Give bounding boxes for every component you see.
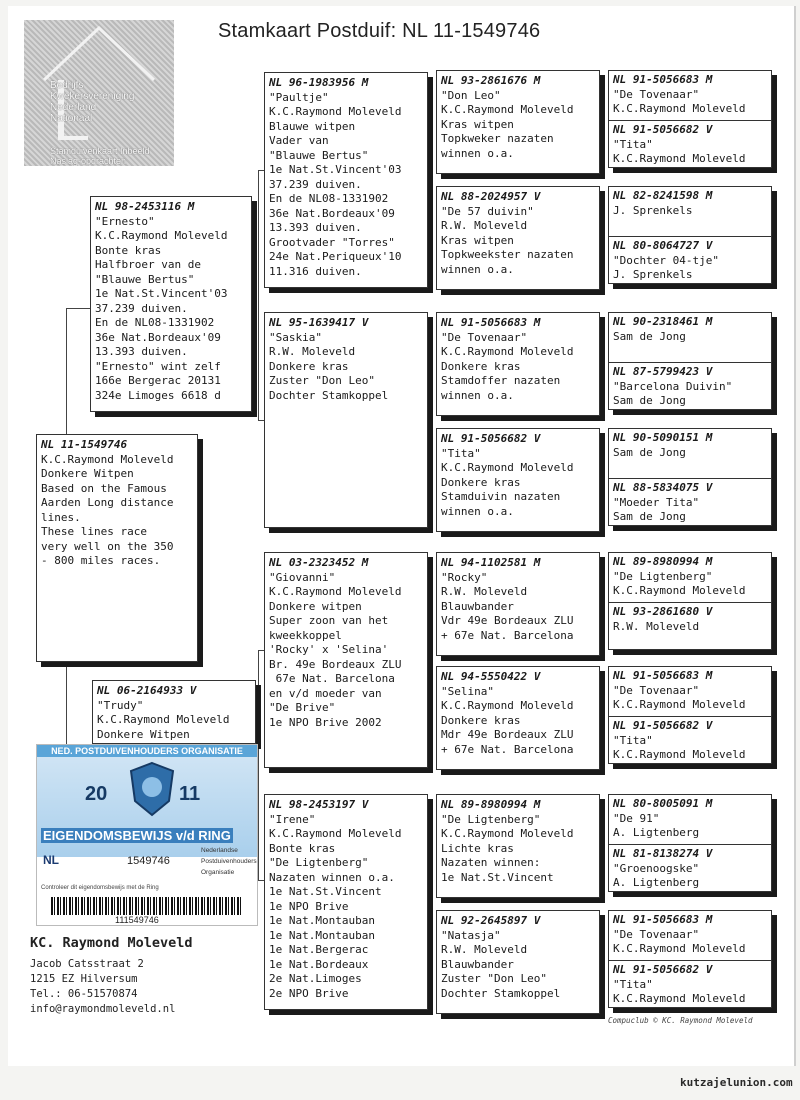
pedigree-line: "Groenoogske" [613,861,700,875]
pedigree-line: "Blauwe Bertus" [269,148,369,162]
sticker-org: NED. POSTDUIVENHOUDERS ORGANISATIE [37,745,257,757]
dam-entry [609,236,771,284]
pedigree-line: Kras witpen [441,117,514,131]
pedigree-line: "Selina" [441,684,494,698]
pedigree-line: "Ernesto" wint zelf [95,359,221,373]
pedigree-line: 36e Nat.Bordeaux'09 [269,206,395,220]
sticker-country: NL [43,853,59,867]
ring-number: NL 88-2024957 V [441,190,541,203]
pedigree-line: Br. 49e Bordeaux ZLU [269,657,402,671]
pedigree-line: Donkere Witpen [41,467,134,480]
pedigree-line: Stamdoffer nazaten [441,374,561,387]
page-title: Stamkaart Postduif: NL 11-1549746 [218,20,541,42]
sire-entry [609,429,771,478]
pedigree-line: R.W. Moleveld [441,219,528,232]
sticker-year-right: 11 [179,783,201,805]
ggp-card[interactable] [436,552,600,656]
pedigree-line: Vader van [269,134,329,147]
pedigree-line: Dochter Stamkoppel [441,986,561,1000]
watermark: kutzajelunion.com [680,1076,793,1089]
dam-entry [609,960,771,1008]
pedigree-line: "De Brive" [269,701,336,714]
pedigree-line: 1e Nat.Bergerac [269,943,369,956]
pedigree-line: "Dochter 04-tje" [613,253,719,267]
logo-subtext: Stamduivenkaart Inbeeld Naslag-opdrachten [50,146,150,166]
pedigree-line: 1e Nat.Bordeaux [269,957,369,971]
pedigree-line: A. Ligtenberg [613,876,700,889]
connector-line [258,170,259,420]
pedigree-line: "Giovanni" [269,570,336,584]
pedigree-line: winnen o.a. [441,146,514,160]
pedigree-line: K.C.Raymond Moleveld [269,585,402,598]
sticker-control-text: Controleer dit eigendomsbewijs met de Ring [41,885,159,891]
pedigree-line: 1e NPO Brive [269,899,349,913]
pedigree-line: Blauwbander [441,957,514,971]
pedigree-line: R.W. Moleveld [613,619,700,633]
gggp-pair-card[interactable] [608,70,772,168]
pedigree-line: Nazaten winnen o.a. [269,870,395,884]
grandsire-maternal-card[interactable] [264,552,428,768]
pedigree-line: "Ernesto" [95,214,155,228]
connector-line [604,590,605,630]
pedigree-line: 2e Nat.Limoges [269,972,362,985]
phone-line: Tel.: 06-51570874 [30,988,138,1000]
pedigree-line: Donkere witpen [269,599,362,613]
mother-card[interactable] [92,680,256,744]
pedigree-line: kweekkoppel [269,628,342,642]
owner-name: KC. Raymond Moleveld [30,935,193,951]
ring-number: NL 89-8980994 M [441,798,541,811]
gggp-pair-card[interactable] [608,910,772,1008]
pedigree-line: K.C.Raymond Moleveld [613,584,746,597]
contact-block [30,936,193,1017]
pedigree-line: 1e Nat.St.Vincent'03 [95,287,228,300]
gggp-pair-card[interactable] [608,186,772,284]
pedigree-line: K.C.Raymond Moleveld [441,827,574,840]
dam-entry [609,478,771,526]
father-card[interactable] [90,196,252,412]
connector-line [604,346,605,386]
lion-emblem-icon [127,761,177,817]
pedigree-line: "Don Leo" [441,88,501,102]
address-line: Jacob Catsstraat 2 [30,958,144,970]
pedigree-line: "Tita" [613,137,653,151]
gggp-pair-card[interactable] [608,312,772,410]
pedigree-line: 'Rocky' x 'Selina' [269,643,389,656]
connector-line [604,110,605,150]
sire-entry [609,187,771,236]
pedigree-line: Donkere kras [441,359,521,373]
pedigree-line: K.C.Raymond Moleveld [441,699,574,712]
pedigree-line: 1e Nat.St.Vincent'03 [269,163,402,176]
pedigree-line: En de NL08-1331902 [95,316,215,329]
ggp-card[interactable] [436,70,600,174]
pedigree-line: K.C.Raymond Moleveld [613,698,746,711]
pedigree-line: "De Ligtenberg" [441,812,541,826]
pedigree-line: R.W. Moleveld [269,345,356,358]
ring-number: NL 94-1102581 M [441,556,541,569]
pedigree-line: "Trudy" [97,698,144,712]
sire-entry [609,313,771,362]
logo-text: Bedrijfs Kwekersvereniging Nederland Nationaal [50,80,135,124]
pedigree-line: 24e Nat.Periqueux'10 [269,250,402,263]
pedigree-line: Sam de Jong [613,445,686,459]
ring-number: NL 88-5834075 V [613,481,713,494]
ggp-card[interactable] [436,428,600,532]
sticker-ring-number: 1549746 [127,855,170,867]
ring-number: NL 89-8980994 M [613,555,713,568]
pedigree-line: winnen o.a. [441,388,514,402]
pedigree-line: Nazaten winnen: [441,856,541,869]
pedigree-line: K.C.Raymond Moleveld [613,942,746,955]
gggp-pair-card[interactable] [608,428,772,526]
pedigree-line: lines. [41,510,81,524]
sire-entry [609,71,771,120]
pedigree-line: Zuster "Don Leo" [269,374,375,387]
ggp-card[interactable] [436,794,600,898]
pedigree-line: "Natasja" [441,928,501,942]
pedigree-line: Based on the Famous [41,481,167,495]
pedigree-line: en v/d moeder van [269,686,382,700]
dam-entry [609,716,771,764]
connector-line [604,942,605,982]
pedigree-line: Vdr 49e Bordeaux ZLU [441,614,574,627]
gggp-pair-card[interactable] [608,794,772,892]
subject-card[interactable] [36,434,198,662]
pedigree-line: En de NL08-1331902 [269,192,389,205]
pedigree-line: 1e Nat.Montauban [269,914,375,927]
ring-number: NL 92-2645897 V [441,914,541,927]
pedigree-line: "Rocky" [441,570,488,584]
barcode-number: 111549746 [115,915,159,925]
pedigree-line: 2e NPO Brive [269,986,349,1000]
ring-number: NL 95-1639417 V [269,316,369,329]
connector-line [604,826,605,866]
pedigree-line: K.C.Raymond Moleveld [95,229,228,242]
email-link[interactable]: info@raymondmoleveld.nl [30,1003,176,1015]
barcode [51,897,241,915]
pedigree-line: K.C.Raymond Moleveld [441,103,574,116]
pedigree-line: "De Tovenaar" [613,683,700,697]
pedigree-line: "Blauwe Bertus" [95,272,195,286]
pedigree-line: "Saskia" [269,330,322,344]
pedigree-line: Bonte kras [95,243,162,257]
sire-entry [609,911,771,960]
pedigree-line: K.C.Raymond Moleveld [613,748,746,761]
pedigree-line: R.W. Moleveld [441,943,528,956]
pedigree-line: Donkere kras [269,359,349,373]
ring-number: NL 91-5056682 V [613,963,713,976]
ring-number: NL 91-5056683 M [613,669,713,682]
pedigree-line: 1e NPO Brive 2002 [269,715,382,729]
pedigree-line: "De Tovenaar" [441,330,528,344]
ring-number: NL 98-2453197 V [269,798,369,811]
pedigree-line: - 800 miles races. [41,554,161,567]
pedigree-line: Topkweker nazaten [441,132,554,145]
connector-line [432,350,433,472]
pedigree-line: + 67e Nat. Barcelona [441,742,574,756]
pedigree-line: 1e Nat.St.Vincent [441,870,554,884]
pedigree-line: 166e Bergerac 20131 [95,374,221,387]
ring-number: NL 11-1549746 [41,438,128,451]
pedigree-line: Donkere kras [441,475,521,489]
pedigree-line: Bonte kras [269,841,336,855]
pedigree-line: Kras witpen [441,233,514,247]
pedigree-line: 36e Nat.Bordeaux'09 [95,330,221,344]
pedigree-line: K.C.Raymond Moleveld [441,345,574,358]
pedigree-line: Aarden Long distance [41,496,174,509]
pedigree-line: "Barcelona Duivin" [613,379,733,393]
granddam-paternal-card[interactable] [264,312,428,528]
pedigree-line: K.C.Raymond Moleveld [441,461,574,474]
connector-line [432,598,433,712]
connector-line [258,650,259,880]
ring-number: NL 91-5056683 M [441,316,541,329]
ring-number: NL 03-2323452 M [269,556,369,569]
pedigree-line: K.C.Raymond Moleveld [41,452,174,466]
pedigree-line: 37.239 duiven. [269,177,362,191]
pedigree-line: These lines race [41,525,147,538]
grandsire-paternal-card[interactable] [264,72,428,288]
sticker-title: EIGENDOMSBEWIJS v/d RING [43,828,231,843]
ggp-card[interactable] [436,666,600,770]
sire-entry [609,553,771,602]
ring-number: NL 90-2318461 M [613,315,713,328]
gggp-pair-card[interactable] [608,666,772,764]
pedigree-line: Sam de Jong [613,329,686,343]
ownership-sticker [36,744,258,926]
club-logo [24,20,174,166]
ring-number: NL 81-8138274 V [613,847,713,860]
ggp-card[interactable] [436,186,600,290]
pedigree-line: "De Ligtenberg" [613,569,713,583]
connector-line [432,836,433,954]
connector-line [604,460,605,500]
pedigree-line: Lichte kras [441,841,514,855]
sticker-year-left: 20 [85,783,108,805]
sire-entry [609,667,771,716]
ring-number: NL 91-5056683 M [613,913,713,926]
sire-entry [609,795,771,844]
pedigree-line: K.C.Raymond Moleveld [613,102,746,115]
pedigree-line: 11.316 duiven. [269,264,362,278]
ring-number: NL 82-8241598 M [613,189,713,202]
pedigree-line: very well on the 350 [41,539,174,553]
sticker-legend: Nederlandse Postduivenhouders Organisatie [201,847,257,876]
ring-number: NL 93-2861680 V [613,605,713,618]
pedigree-line: 37.239 duiven. [95,301,188,315]
pedigree-line: "Irene" [269,812,316,826]
ring-number: NL 93-2861676 M [441,74,541,87]
gggp-pair-card[interactable] [608,552,772,650]
connector-line [604,708,605,748]
pedigree-line: J. Sprenkels [613,203,693,217]
pedigree-line: Blauwbander [441,599,514,613]
pedigree-line: "Paultje" [269,90,329,104]
ring-number: NL 96-1983956 M [269,76,369,89]
pedigree-line: "De Tovenaar" [613,87,700,101]
ring-number: NL 06-2164933 V [97,684,197,697]
pedigree-line: Donkere kras [441,713,521,727]
pedigree-line: "De Tovenaar" [613,927,700,941]
pedigree-line: 1e Nat.St.Vincent [269,885,382,898]
pedigree-line: "Tita" [441,446,481,460]
pedigree-line: Blauwe witpen [269,119,356,133]
ring-number: NL 98-2453116 M [95,200,195,213]
pedigree-line: "De 91" [613,811,660,825]
pedigree-line: Grootvader "Torres" [269,235,395,249]
pedigree-line: Super zoon van het [269,614,389,627]
ring-number: NL 94-5550422 V [441,670,541,683]
pedigree-line: Sam de Jong [613,394,686,407]
connector-line [66,308,67,436]
pedigree-line: Mdr 49e Bordeaux ZLU [441,728,574,741]
ring-number: NL 91-5056682 V [613,719,713,732]
pedigree-line: Donkere Witpen [97,727,190,741]
dam-entry [609,844,771,892]
pedigree-line: 13.393 duiven. [95,345,188,358]
ring-number: NL 80-8064727 V [613,239,713,252]
pedigree-line: K.C.Raymond Moleveld [97,713,230,726]
pedigree-line: winnen o.a. [441,504,514,518]
connector-line [604,226,605,266]
dam-entry [609,120,771,168]
ring-number: NL 91-5056683 M [613,73,713,86]
copyright-footer: Compuclub © KC. Raymond Moleveld [608,1016,753,1025]
pedigree-line: Topkweekster nazaten [441,248,574,261]
city-line: 1215 EZ Hilversum [30,973,138,985]
pedigree-line: "Tita" [613,733,653,747]
ring-number: NL 87-5799423 V [613,365,713,378]
pedigree-line: A. Ligtenberg [613,826,700,839]
dam-entry [609,362,771,410]
pedigree-line: "Tita" [613,977,653,991]
pedigree-line: winnen o.a. [441,262,514,276]
pedigree-line: 1e Nat.Montauban [269,928,375,942]
ring-number: NL 91-5056682 V [613,123,713,136]
pedigree-line: Stamduivin nazaten [441,490,561,503]
pedigree-line: 67e Nat. Barcelona [269,672,395,685]
pedigree-line: Zuster "Don Leo" [441,972,547,985]
pedigree-line: K.C.Raymond Moleveld [613,152,746,165]
ggp-card[interactable] [436,910,600,1014]
pedigree-line: 324e Limoges 6618 d [95,388,221,402]
connector-line [66,308,92,309]
pedigree-line: K.C.Raymond Moleveld [269,827,402,840]
pedigree-line: Dochter Stamkoppel [269,388,389,402]
pedigree-line: J. Sprenkels [613,268,693,281]
ring-number: NL 90-5090151 M [613,431,713,444]
dam-entry [609,602,771,650]
pedigree-line: Halfbroer van de [95,258,201,271]
ring-number: NL 91-5056682 V [441,432,541,445]
ggp-card[interactable] [436,312,600,416]
connector-line [432,112,433,232]
granddam-maternal-card[interactable] [264,794,428,1010]
pedigree-line: "De Ligtenberg" [269,856,369,869]
pedigree-line: R.W. Moleveld [441,585,528,598]
pedigree-line: 13.393 duiven. [269,221,362,234]
pedigree-line: K.C.Raymond Moleveld [613,992,746,1005]
pedigree-line: "Moeder Tita" [613,495,700,509]
pedigree-line: + 67e Nat. Barcelona [441,628,574,642]
pedigree-line: "De 57 duivin" [441,204,534,218]
pedigree-line: K.C.Raymond Moleveld [269,105,402,118]
pedigree-line: Sam de Jong [613,510,686,523]
ring-number: NL 80-8005091 M [613,797,713,810]
